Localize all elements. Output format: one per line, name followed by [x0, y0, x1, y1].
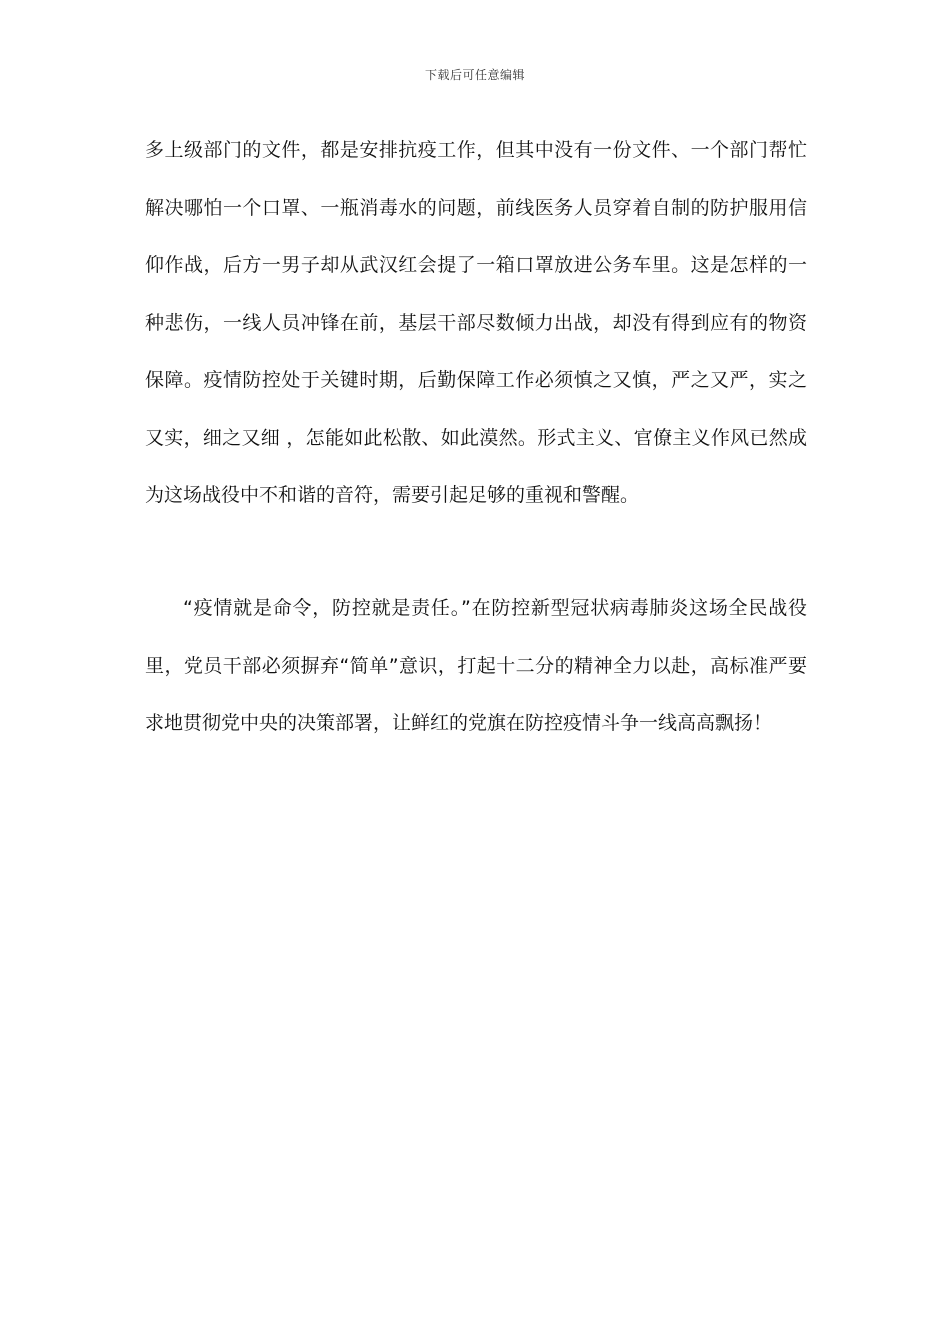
body-paragraph: 多上级部门的文件，都是安排抗疫工作，但其中没有一份文件、一个部门帮忙解决哪怕一个口罩、一瓶消毒水的问题，前线医务人员穿着自制的防护服用信仰作战，后方一男子却从武汉红会提了一箱口罩放进公务车里。这是怎样的一种悲伤，一线人员冲锋在前，基层干部尽数倾力出战，却没有得到应有的物资保障。疫情防控处于关键时期，后勤保障工作必须慎之又慎，严之又严，实之又实，细之又细 ，怎能如此松散、如此漠然。形式主义、官僚主义作风已然成为这场战役中不和谐的音符，需要引起足够的重视和警醒。: [145, 139, 807, 506]
body-paragraph: “疫情就是命令，防控就是责任。”在防控新型冠状病毒肺炎这场全民战役里，党员干部必须摒弃“简单”意识，打起十二分的精神全力以赴，高标准严要求地贯彻党中央的决策部署，让鲜红的党旗在防控疫情斗争一线高高飘扬！: [145, 597, 807, 734]
header-note: 下载后可任意编辑: [424, 68, 525, 82]
